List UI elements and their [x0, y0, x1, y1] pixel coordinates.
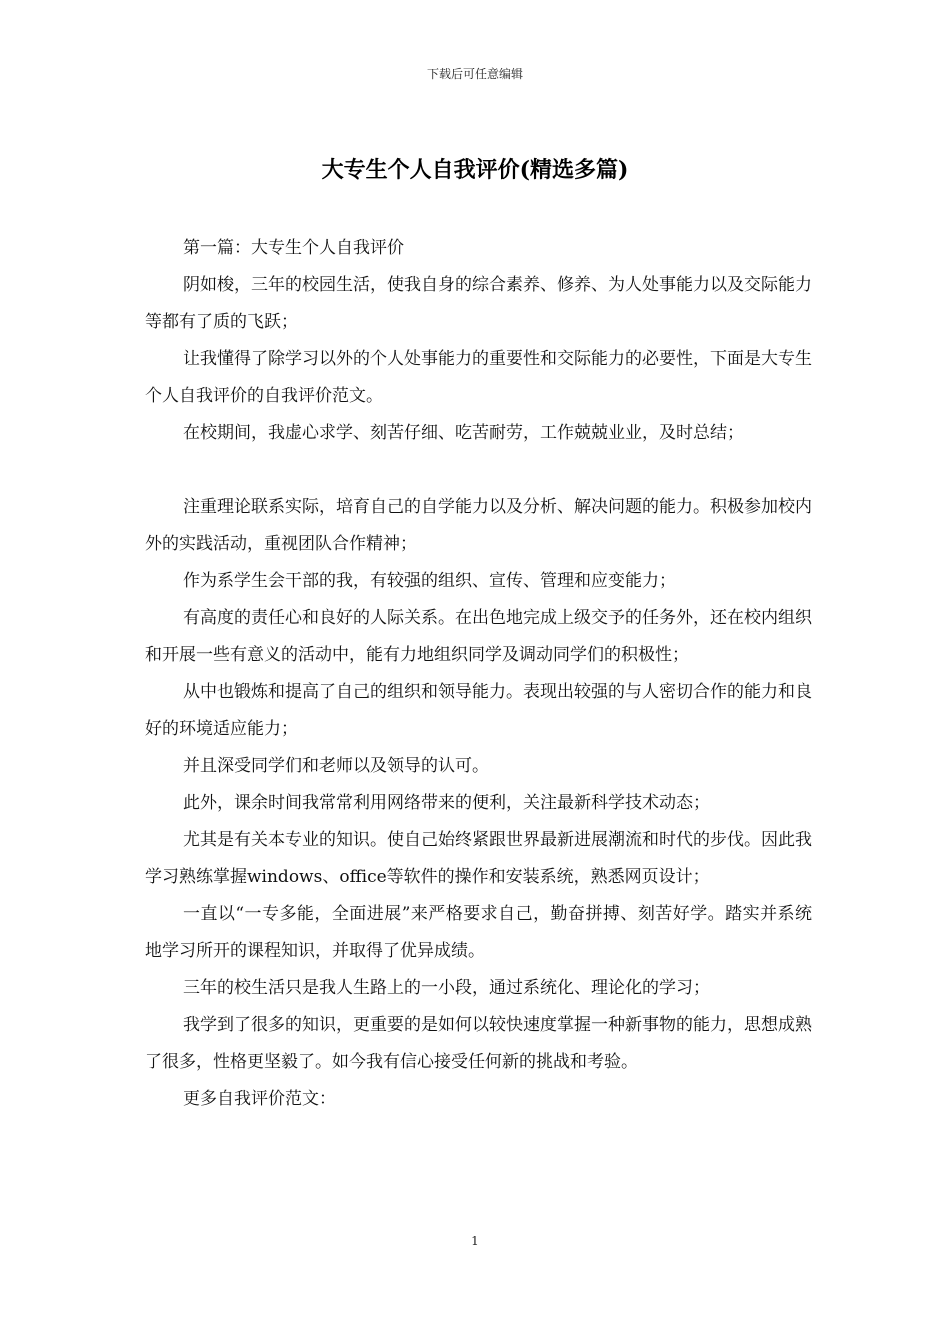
- paragraph: 一直以“一专多能，全面进展”来严格要求自己，勤奋拼搏、刻苦好学。踏实并系统地学习所开的课程知识，并取得了优异成绩。: [145, 904, 812, 961]
- page-number: 1: [471, 1234, 479, 1248]
- paragraph: 尤其是有关本专业的知识。使自己始终紧跟世界最新进展潮流和时代的步伐。因此我学习熟练掌握windows、office等软件的操作和安装系统，熟悉网页设计；: [145, 830, 812, 887]
- paragraph: 从中也锻炼和提高了自己的组织和领导能力。表现出较强的与人密切合作的能力和良好的环境适应能力；: [145, 682, 812, 739]
- paragraph: 注重理论联系实际，培育自己的自学能力以及分析、解决问题的能力。积极参加校内外的实践活动，重视团队合作精神；: [145, 497, 812, 554]
- paragraph: 此外，课余时间我常常利用网络带来的便利，关注最新科学技术动态；: [183, 793, 710, 813]
- paragraph: 阴如梭，三年的校园生活，使我自身的综合素养、修养、为人处事能力以及交际能力等都有了质的飞跃；: [145, 275, 812, 332]
- paragraph: 第一篇：大专生个人自我评价: [183, 238, 404, 258]
- paragraph: 三年的校生活只是我人生路上的一小段，通过系统化、理论化的学习；: [183, 978, 710, 998]
- header-note: 下载后可任意编辑: [426, 67, 523, 81]
- document-title: 大专生个人自我评价(精选多篇): [321, 157, 629, 183]
- paragraph: 作为系学生会干部的我，有较强的组织、宣传、管理和应变能力；: [183, 571, 676, 591]
- paragraph: 有高度的责任心和良好的人际关系。在出色地完成上级交予的任务外，还在校内组织和开展一些有意义的活动中，能有力地组织同学及调动同学们的积极性；: [145, 608, 812, 665]
- document-body: [145, 230, 812, 1118]
- paragraph: 我学到了很多的知识，更重要的是如何以较快速度掌握一种新事物的能力，思想成熟了很多，性格更坚毅了。如今我有信心接受任何新的挑战和考验。: [145, 1015, 812, 1072]
- paragraph: 让我懂得了除学习以外的个人处事能力的重要性和交际能力的必要性，下面是大专生个人自我评价的自我评价范文。: [145, 349, 812, 406]
- paragraph: 更多自我评价范文：: [183, 1089, 336, 1109]
- paragraph: 在校期间，我虚心求学、刻苦仔细、吃苦耐劳，工作兢兢业业，及时总结；: [183, 423, 744, 443]
- paragraph: 并且深受同学们和老师以及领导的认可。: [183, 756, 489, 776]
